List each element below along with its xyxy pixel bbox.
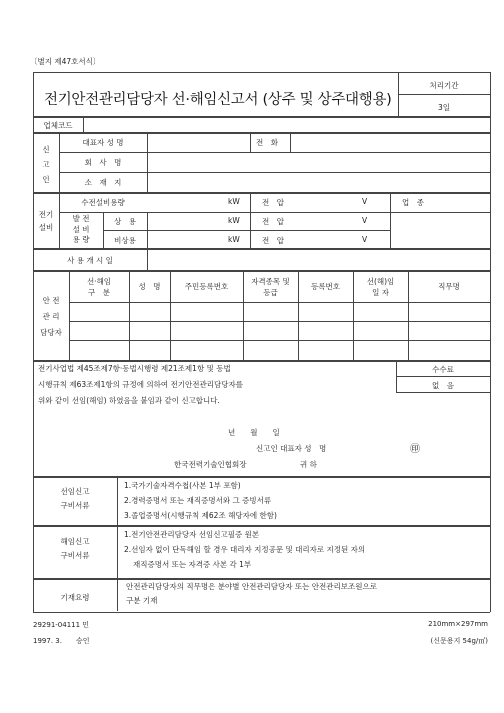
col-registration-no-header: 등록번호 xyxy=(311,282,340,291)
form-code: 29291-04111 민 xyxy=(33,621,90,629)
unit-kw: kW xyxy=(228,197,240,206)
paper-size: 210mm×297mm xyxy=(428,620,488,628)
paper-type: (신문용지 54g/㎡) xyxy=(430,637,488,645)
appointment-docs-list: 1.국가기술자격수첩(사본 1부 포함) 2.경력증명서 또는 재직증명서와 그 증빙서류 3.졸업증명서(시행규칙 제62조 해당자에 한함) xyxy=(124,481,277,520)
col-duty-header: 직무명 xyxy=(438,282,460,291)
table-row[interactable] xyxy=(70,322,489,339)
business-type-label: 업 종 xyxy=(402,198,424,207)
form-title: 전기안전관리담당자 선·해임신고서 (상주 및 상주대행용) xyxy=(44,92,392,108)
seal-icon: ㊞ xyxy=(410,444,420,455)
address-field[interactable] xyxy=(148,173,489,191)
recipient: 한국전력기술인협회장 xyxy=(174,460,247,469)
form-number: 〔별지 제47호서식〕 xyxy=(30,57,101,66)
unit-kw: kW xyxy=(228,235,240,244)
emergency-use-capacity-field[interactable] xyxy=(150,231,226,247)
address-label: 소 재 지 xyxy=(84,178,122,187)
power-gen-capacity-label: 발 전 설 비 용 량 xyxy=(72,214,90,244)
table-row[interactable] xyxy=(70,341,489,359)
unit-v: V xyxy=(362,216,368,225)
voltage-label: 전 압 xyxy=(262,198,284,207)
instructions-label: 기재요령 xyxy=(60,593,90,602)
fee-value: 없 음 xyxy=(432,381,454,390)
business-type-field[interactable] xyxy=(391,213,489,247)
unit-kw: kW xyxy=(228,216,240,225)
phone-field[interactable] xyxy=(291,133,489,151)
recipient-suffix: 귀 하 xyxy=(300,460,317,469)
dismissal-docs-list: 1.전기안전관리담당자 선임신고필증 원본 2.선임자 없이 단독해임 할 경우 대리자 지정공문 및 대리자로 지정된 자의 재직증명서 또는 자격증 사본 각 1부 xyxy=(124,530,366,569)
appointment-docs-label: 선임신고 구비서류 xyxy=(60,487,90,510)
reporter-group-label: 신 고 인 xyxy=(42,145,50,184)
emergency-use-label: 비상용 xyxy=(114,236,136,245)
instructions-text: 안전관리담당자의 직무명은 분야별 안전관리담당자 또는 안전관리보조원으로 구분 기재 xyxy=(126,582,378,605)
approval-date: 1997. 3. 승인 xyxy=(33,637,90,645)
unit-v: V xyxy=(362,235,368,244)
unit-v: V xyxy=(362,197,368,206)
col-type-header: 선·해임 구 분 xyxy=(86,277,112,297)
representative-name-field[interactable] xyxy=(148,133,248,151)
processing-period-label: 처리기간 xyxy=(429,81,459,90)
business-code-field[interactable] xyxy=(84,117,490,131)
receiving-capacity-field[interactable] xyxy=(150,193,226,211)
col-resident-no-header: 주민등록번호 xyxy=(184,282,229,291)
start-date-label: 사 용 개 시 일 xyxy=(67,256,113,265)
start-date-field[interactable] xyxy=(148,249,489,269)
regular-use-capacity-field[interactable] xyxy=(150,213,226,229)
business-code-label: 업체코드 xyxy=(43,121,73,130)
declaration-text: 전기사업법 제45조제7항·동법시행령 제21조제1항 및 동법 시행규칙 제63조제1항의 규정에 의하여 전기안전관리담당자를 위와 같이 선임(해임) 하였음을 붙임과 같이 신고합니다. xyxy=(38,364,243,405)
voltage-label: 전 압 xyxy=(262,236,284,245)
col-qualification-header: 자격종목 및 등급 xyxy=(251,277,290,297)
processing-period-value: 3일 xyxy=(437,103,451,112)
col-date-header: 선(해)임 일 자 xyxy=(366,277,395,297)
signer-line: 신고인 대표자 성 명 xyxy=(256,444,327,453)
regular-use-voltage-field[interactable] xyxy=(300,213,360,229)
emergency-use-voltage-field[interactable] xyxy=(300,231,360,247)
representative-name-label: 대표자 성 명 xyxy=(82,138,124,147)
company-name-field[interactable] xyxy=(148,153,489,171)
receiving-capacity-label: 수전설비용량 xyxy=(81,198,125,207)
col-name-header: 성 명 xyxy=(138,282,161,291)
phone-label: 전 화 xyxy=(256,138,278,147)
declaration-date: 년 월 일 xyxy=(228,428,280,437)
fee-label: 수수료 xyxy=(432,365,454,374)
facility-group-label: 전기 설비 xyxy=(38,210,54,232)
regular-use-label: 상 용 xyxy=(114,217,136,226)
receiving-voltage-field[interactable] xyxy=(300,193,360,211)
dismissal-docs-label: 해임신고 구비서류 xyxy=(60,537,90,560)
safety-manager-group-label: 안 전 관 리 담당자 xyxy=(40,296,62,337)
company-name-label: 회 사 명 xyxy=(84,158,122,167)
table-row[interactable] xyxy=(70,303,489,320)
voltage-label: 전 압 xyxy=(262,217,284,226)
